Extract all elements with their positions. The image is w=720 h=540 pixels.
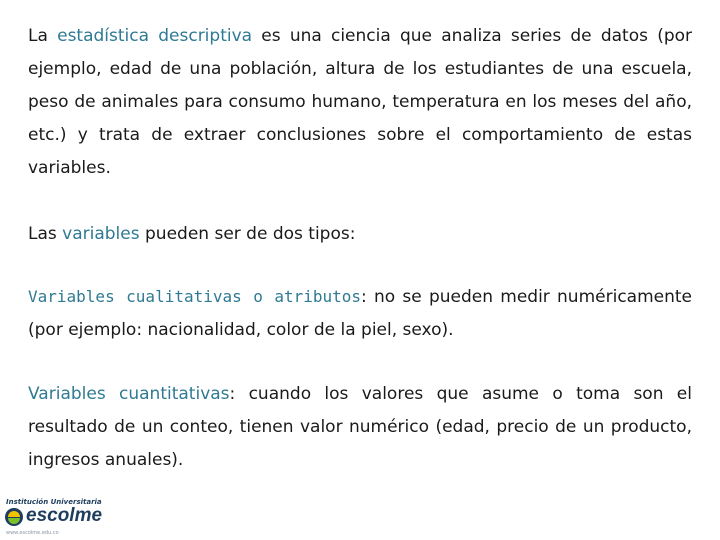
paragraph-variables <box>28 218 692 251</box>
term-estadistica-descriptiva: estadística descriptiva <box>57 26 253 46</box>
p2-pre: Las <box>28 224 63 244</box>
logo-url-text: www.escolme.edu.co <box>6 530 59 536</box>
paragraph-qualitative <box>28 280 692 347</box>
paragraph-quantitative <box>28 378 692 477</box>
p4-body: : cuando los valores que asume o toma son el resultado de un conteo, tienen valor numérico (edad, precio de un producto, ingresos anuales). <box>28 384 692 470</box>
term-variables: variables <box>62 224 140 244</box>
term-atributos: atributos <box>274 287 362 306</box>
term-variables-cualitativas: Variables cualitativas <box>28 287 242 306</box>
p3-body: : no se pueden medir numéricamente (por ejemplo: nacionalidad, color de la piel, sexo). <box>28 287 692 340</box>
p1-body: es una ciencia que analiza series de datos (por ejemplo, edad de una población, altura de los estudiantes de una escuela, peso de animales para consumo humano, temperatura en los meses del año, etc.) y trata de extraer conclusiones sobre el comportamiento de estas variables. <box>28 26 693 178</box>
paragraph-descriptive-statistics <box>28 20 692 185</box>
p1-pre: La <box>28 26 58 46</box>
p3-mid: o <box>241 287 275 306</box>
term-variables-cuantitativas: Variables cuantitativas <box>28 384 230 404</box>
escolme-mark-icon <box>4 507 24 527</box>
logo-institution-text: Institución Universitaria <box>6 498 102 506</box>
logo-wordmark: escolme <box>26 505 103 526</box>
p2-body: pueden ser de dos tipos: <box>139 224 356 244</box>
escolme-logo <box>0 494 110 540</box>
